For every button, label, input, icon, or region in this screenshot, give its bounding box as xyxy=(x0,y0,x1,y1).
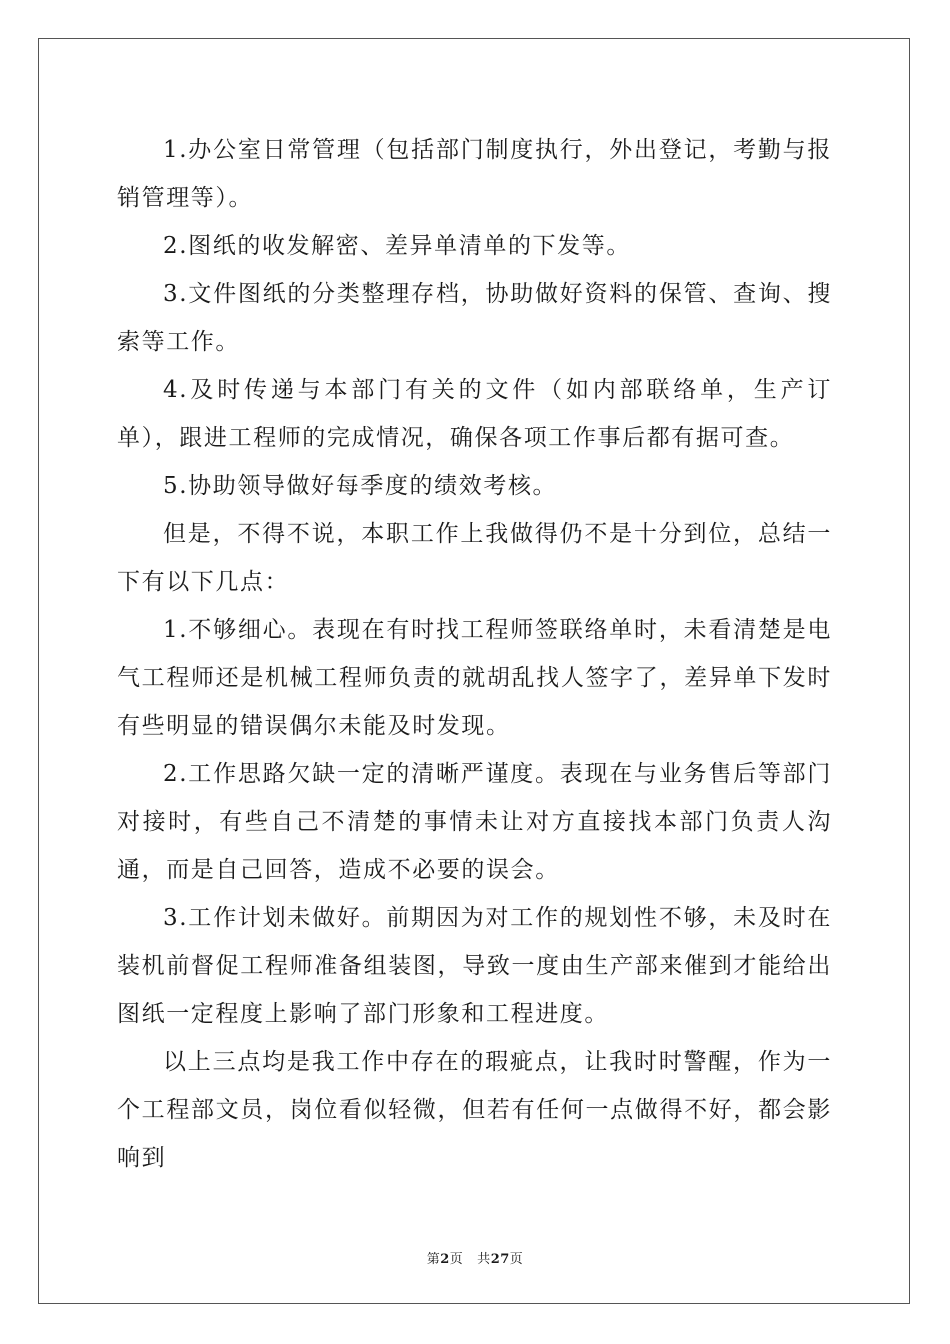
page-label-suffix: 页 xyxy=(449,1252,464,1267)
paragraph: 2.工作思路欠缺一定的清晰严谨度。表现在与业务售后等部门对接时，有些自己不清楚的事情未让对方直接找本部门负责人沟通，而是自己回答，造成不必要的误会。 xyxy=(117,761,832,883)
paragraph: 1.办公室日常管理（包括部门制度执行，外出登记，考勤与报销管理等）。 xyxy=(117,137,832,211)
paragraph: 以上三点均是我工作中存在的瑕疵点，让我时时警醒，作为一个工程部文员，岗位看似轻微，但若有任何一点做得不好，都会影响到 xyxy=(117,1049,832,1171)
total-page-count: 27 xyxy=(490,1252,510,1267)
current-page-number: 2 xyxy=(440,1252,450,1267)
paragraph: 5.协助领导做好每季度的绩效考核。 xyxy=(163,473,558,499)
paragraph: 但是，不得不说，本职工作上我做得仍不是十分到位，总结一下有以下几点： xyxy=(117,521,832,595)
total-label-prefix: 共 xyxy=(477,1252,491,1267)
document-body xyxy=(117,126,832,1182)
paragraph: 1.不够细心。表现在有时找工程师签联络单时，未看清楚是电气工程师还是机械工程师负责的就胡乱找人签字了，差异单下发时有些明显的错误偶尔未能及时发现。 xyxy=(117,617,832,739)
page-label-prefix: 第 xyxy=(426,1252,441,1267)
page-footer xyxy=(0,1248,950,1267)
total-label-suffix: 页 xyxy=(509,1252,524,1267)
paragraph: 4.及时传递与本部门有关的文件（如内部联络单，生产订单），跟进工程师的完成情况，确保各项工作事后都有据可查。 xyxy=(117,377,832,451)
paragraph: 3.工作计划未做好。前期因为对工作的规划性不够，未及时在装机前督促工程师准备组装图，导致一度由生产部来催到才能给出图纸一定程度上影响了部门形象和工程进度。 xyxy=(117,905,832,1027)
paragraph: 3.文件图纸的分类整理存档，协助做好资料的保管、查询、搜索等工作。 xyxy=(117,281,832,355)
paragraph: 2.图纸的收发解密、差异单清单的下发等。 xyxy=(163,233,631,259)
